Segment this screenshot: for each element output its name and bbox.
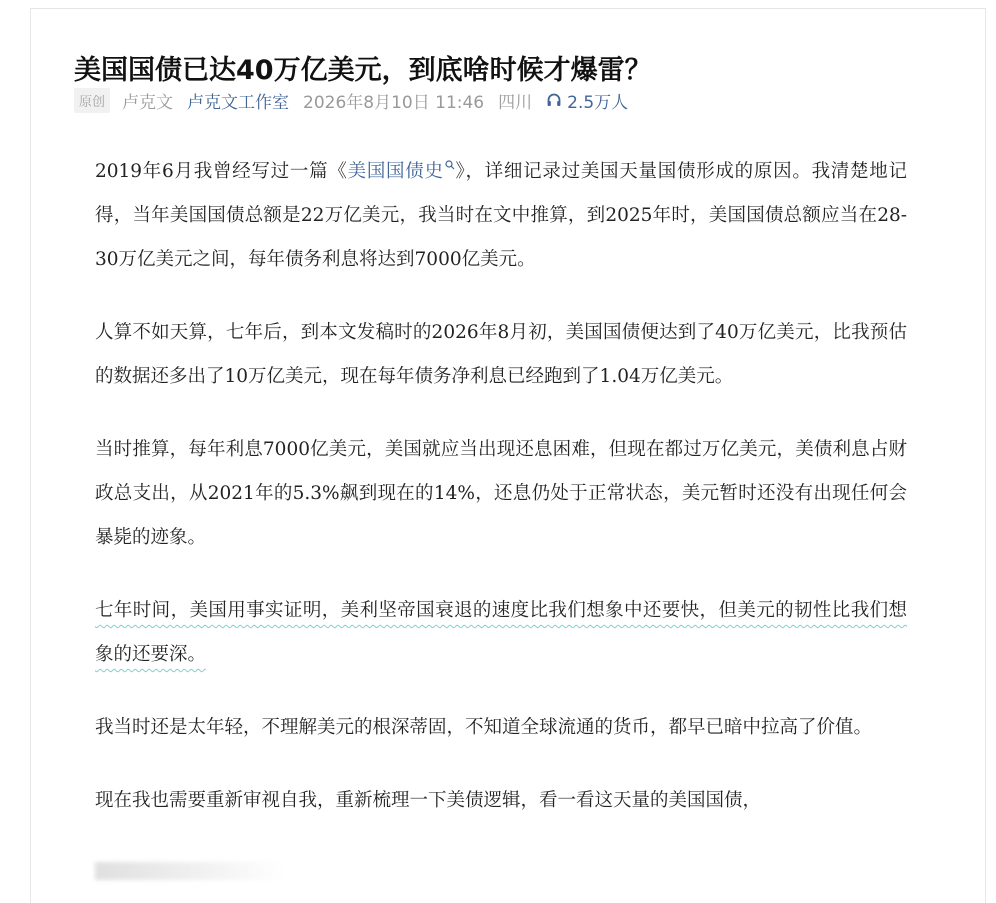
studio-link[interactable]: 卢克文工作室 <box>187 92 290 113</box>
article-title: 美国国债已达40万亿美元，到底啥时候才爆雷？ <box>74 55 652 87</box>
paragraph: 人算不如天算，七年后，到本文发稿时的2026年8月初，美国国债便达到了40万亿美元，比我预估的数据还多出了10万亿美元，现在每年债务净利息已经跑到了1.04万亿美元。 <box>95 322 907 387</box>
original-badge: 原创 <box>74 88 110 113</box>
paragraph-text: 》，详细记录过美国天量国债形成的原因。我清楚地记得，当年美国国债总额是22万亿美元，我当时在文中推算，到2025年时，美国国债总额应当在28-30万亿美元之间，每年债务利息将达到7000亿美元。 <box>95 161 907 270</box>
paragraph: 现在我也需要重新审视自我，重新梳理一下美债逻辑，看一看这天量的美国国债， <box>95 790 762 811</box>
paragraph-text: 2019年6月我曾经写过一篇《 <box>95 161 348 182</box>
article-link[interactable] <box>348 161 455 182</box>
article-meta <box>74 87 628 113</box>
listen-count: 2.5万人 <box>567 92 629 113</box>
paragraph <box>95 150 907 282</box>
listen-button[interactable] <box>546 88 628 113</box>
article-body <box>95 150 907 852</box>
publish-time: 2026年8月10日 11:46 <box>303 92 485 113</box>
paragraph <box>95 589 907 677</box>
highlighted-text: 七年时间，美国用事实证明，美利坚帝国衰退的速度比我们想象中还要快，但美元的韧性比我们想象的还要深。 <box>95 600 907 665</box>
location: 四川 <box>498 92 533 113</box>
paragraph: 当时推算，每年利息7000亿美元，美国就应当出现还息困难，但现在都过万亿美元，美债利息占财政总支出，从2021年的5.3%飙到现在的14%，还息仍处于正常状态，美元暂时还没有出现任何会暴毙的迹象。 <box>95 439 907 548</box>
blurred-text-fade <box>95 862 285 880</box>
headphone-icon <box>546 92 562 108</box>
author-name[interactable]: 卢克文 <box>122 92 174 113</box>
paragraph: 我当时还是太年轻，不理解美元的根深蒂固，不知道全球流通的货币，都早已暗中拉高了价值。 <box>95 717 873 738</box>
search-icon <box>445 160 455 170</box>
article-link-text: 美国国债史 <box>347 161 444 182</box>
